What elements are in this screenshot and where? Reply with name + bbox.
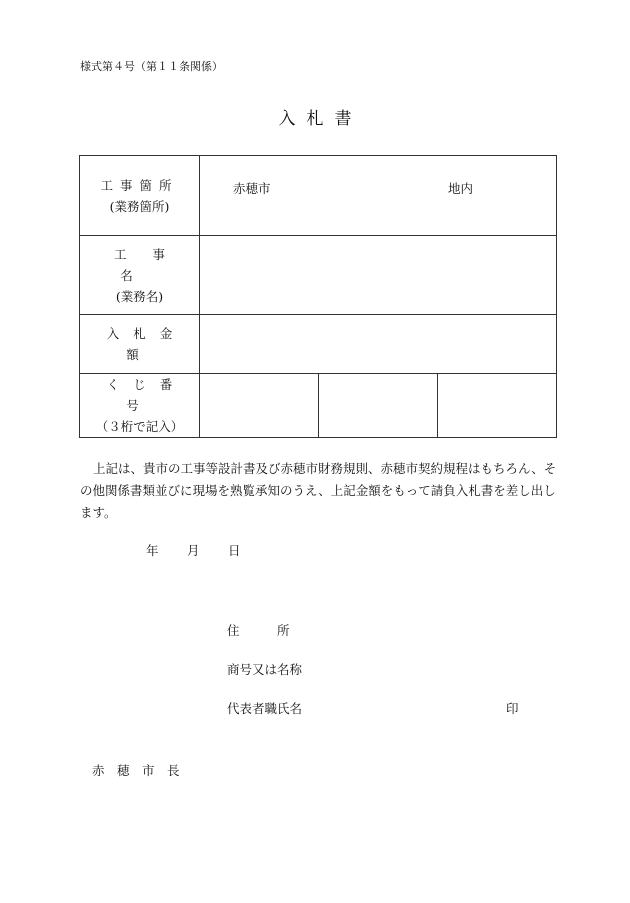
- project-name-field[interactable]: [200, 236, 557, 315]
- construction-site-field[interactable]: [200, 156, 557, 236]
- lottery-number-row: [80, 374, 557, 438]
- address-label: 住 所: [227, 623, 290, 638]
- date-day: 日: [228, 543, 241, 558]
- date-month: 月: [187, 543, 200, 558]
- lottery-number-label: くじ番号: [106, 377, 187, 413]
- form-number: 様式第４号（第１１条関係）: [80, 60, 223, 73]
- project-name-label-cell: [80, 236, 200, 315]
- bid-amount-label-cell: [80, 315, 200, 374]
- site-city: 赤穂市: [233, 181, 271, 196]
- lottery-digit-2[interactable]: [319, 374, 438, 438]
- project-name-row: [80, 236, 557, 315]
- lottery-digit-3[interactable]: [438, 374, 557, 438]
- bid-amount-row: [80, 315, 557, 374]
- construction-site-label-cell: [80, 156, 200, 236]
- seal-mark: 印: [506, 701, 519, 716]
- project-name-sublabel: (業務名): [115, 288, 164, 304]
- date-year: 年: [146, 543, 159, 558]
- construction-site-label: 工事箇所: [100, 177, 179, 193]
- lottery-number-label-cell: [80, 374, 200, 438]
- representative-label: 代表者職氏名: [227, 701, 303, 716]
- trade-name-label: 商号又は名称: [227, 662, 303, 677]
- bid-form-table: [79, 155, 557, 438]
- construction-site-row: [80, 156, 557, 236]
- bid-amount-label: 入札金額: [106, 326, 187, 362]
- project-name-label: 工事名: [113, 246, 191, 283]
- document-title: 入札書: [278, 109, 363, 129]
- construction-site-sublabel: (業務箇所): [109, 198, 170, 214]
- lottery-number-sublabel: （３桁で記入）: [95, 419, 184, 434]
- bid-amount-field[interactable]: [200, 315, 557, 374]
- lottery-digit-1[interactable]: [200, 374, 319, 438]
- addressee: 赤 穂 市 長: [92, 763, 180, 778]
- site-suffix: 地内: [448, 181, 474, 196]
- bid-statement: 上記は、貴市の工事等設計書及び赤穂市財務規則、赤穂市契約規程はもちろん、その他関係書類並びに現場を熟覧承知のうえ、上記金額をもって請負入札書を差し出します。: [80, 461, 557, 520]
